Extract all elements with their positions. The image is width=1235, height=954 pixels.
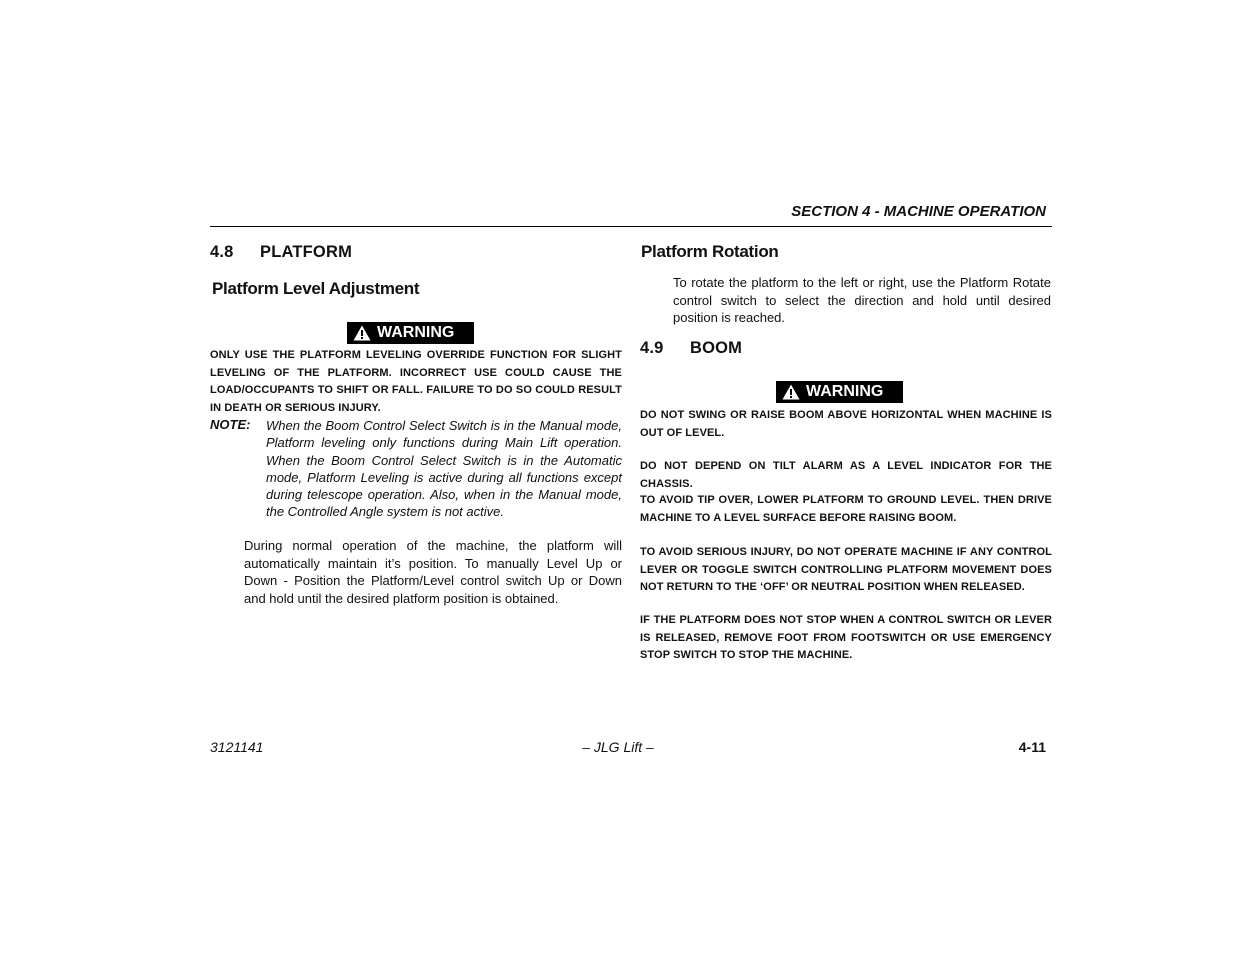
header-rule xyxy=(210,226,1052,227)
section-title: PLATFORM xyxy=(260,243,353,261)
section-title: BOOM xyxy=(690,339,743,357)
warning-label: WARNING xyxy=(377,324,455,341)
section-number: 4.8 xyxy=(210,243,234,261)
warning-item: TO AVOID SERIOUS INJURY, DO NOT OPERATE MACHINE IF ANY CONTROL LEVER OR TOGGLE SWITCH CONTROLLING PLATFORM MOVEMENT DOES NOT RETURN TO THE ‘OFF’ OR NEUTRAL POSITION WHEN RELEASED. xyxy=(640,546,1052,593)
warning-label: WARNING xyxy=(806,383,884,400)
warning-item: TO AVOID TIP OVER, LOWER PLATFORM TO GROUND LEVEL. THEN DRIVE MACHINE TO A LEVEL SURFACE BEFORE RAISING BOOM. xyxy=(640,494,1052,524)
warning-item: DO NOT SWING OR RAISE BOOM ABOVE HORIZONTAL WHEN MACHINE IS OUT OF LEVEL. xyxy=(640,409,1052,439)
subheading-platform-rotation: Platform Rotation xyxy=(641,242,779,261)
section-header: SECTION 4 - MACHINE OPERATION xyxy=(791,203,1046,220)
note-text: When the Boom Control Select Switch is in the Manual mode, Platform leveling only functions during Main Lift operation. When the Boom Control Select Switch is in the Automatic mode, Platform Leveling is active during all functions except during telescope operation. Also, when in the Manual mode, the Controlled Angle system is not active. xyxy=(266,418,622,520)
body-paragraph: During normal operation of the machine, the platform will automatically maintain it’s position. To manually Level Up or Down - Position the Platform/Level control switch Up or Down and hold until the desired platform position is obtained. xyxy=(244,538,622,606)
section-heading-boom xyxy=(640,339,742,358)
warning-triangle-icon xyxy=(353,325,371,341)
page-number: 4-11 xyxy=(1018,739,1046,755)
subheading-platform-level: Platform Level Adjustment xyxy=(212,279,420,298)
rotation-paragraph: To rotate the platform to the left or right, use the Platform Rotate control switch to select the direction and hold until desired position is reached. xyxy=(673,275,1051,325)
section-number: 4.9 xyxy=(640,339,664,357)
note-label: NOTE: xyxy=(210,417,251,432)
warning-triangle-icon xyxy=(782,384,800,400)
warning-text: ONLY USE THE PLATFORM LEVELING OVERRIDE FUNCTION FOR SLIGHT LEVELING OF THE PLATFORM. INCORRECT USE COULD CAUSE THE LOAD/OCCUPANTS TO SHIFT OR FALL. FAILURE TO DO SO COULD RESULT IN DEATH OR SERIOUS INJURY. xyxy=(210,349,622,414)
warning-banner xyxy=(347,322,474,344)
warning-banner xyxy=(776,381,903,403)
warning-item: IF THE PLATFORM DOES NOT STOP WHEN A CONTROL SWITCH OR LEVER IS RELEASED, REMOVE FOOT FROM FOOTSWITCH OR USE EMERGENCY STOP SWITCH TO STOP THE MACHINE. xyxy=(640,614,1052,661)
warning-item: DO NOT DEPEND ON TILT ALARM AS A LEVEL INDICATOR FOR THE CHASSIS. xyxy=(640,460,1052,490)
footer-center: – JLG Lift – xyxy=(582,739,654,755)
section-heading-platform xyxy=(210,243,352,262)
doc-number: 3121141 xyxy=(210,739,264,755)
